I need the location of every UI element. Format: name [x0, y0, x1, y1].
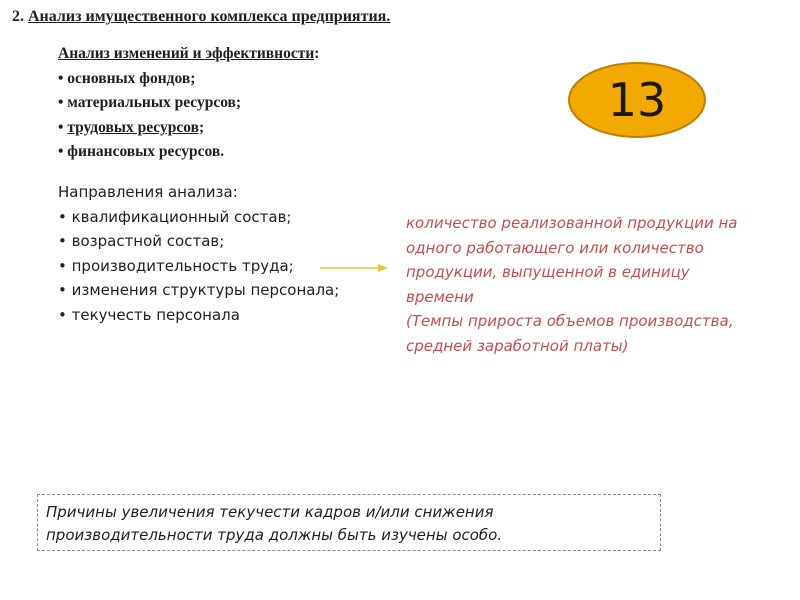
conclusion-box — [37, 494, 661, 551]
efficiency-item: • материальных ресурсов; — [58, 94, 242, 111]
directions-title-colon: : — [232, 183, 238, 201]
badge-number: 13 — [607, 73, 667, 127]
efficiency-title-line — [58, 42, 319, 67]
directions-item: • возрастной состав; — [58, 232, 225, 250]
directions-item: • производительность труда; — [58, 256, 294, 275]
note-line: продукции, выпущенной в единицу — [406, 263, 690, 281]
note-line: (Темпы прироста объемов производства, — [406, 312, 734, 330]
directions-item: • квалификационный состав; — [58, 207, 292, 226]
arrow-head — [378, 264, 388, 272]
efficiency-item: • финансовых ресурсов. — [58, 143, 225, 160]
note-line: одного работающего или количество — [406, 238, 704, 257]
efficiency-title: Анализ изменений и эффективности — [58, 45, 315, 62]
efficiency-item: • основных фондов; — [58, 69, 196, 87]
efficiency-title-colon: : — [314, 45, 320, 62]
highlight-text: трудовых ресурсов; — [67, 118, 205, 136]
directions-item: • изменения структуры персонала; — [58, 281, 340, 299]
highlight-bullet: • — [58, 118, 68, 136]
page-heading — [12, 8, 390, 26]
efficiency-block — [58, 42, 319, 165]
arrow-right-icon — [318, 262, 390, 274]
conclusion-line: Причины увеличения текучести кадров и/или снижения — [46, 503, 494, 521]
directions-title: Направления анализа — [58, 183, 233, 201]
efficiency-item-highlight — [58, 116, 319, 141]
directions-block — [58, 180, 339, 327]
directions-item: • текучесть персонала — [58, 305, 240, 324]
directions-title-line — [58, 180, 339, 205]
conclusion-line: производительности труда должны быть изучены особо. — [46, 525, 503, 544]
note-line: времени — [406, 287, 474, 306]
heading-number: 2. — [12, 8, 24, 25]
note-line: количество реализованной продукции на — [406, 214, 738, 232]
note-line: средней заработной платы) — [406, 336, 629, 355]
heading-text: Анализ имущественного комплекса предприятия. — [28, 8, 391, 25]
productivity-note — [406, 211, 786, 358]
